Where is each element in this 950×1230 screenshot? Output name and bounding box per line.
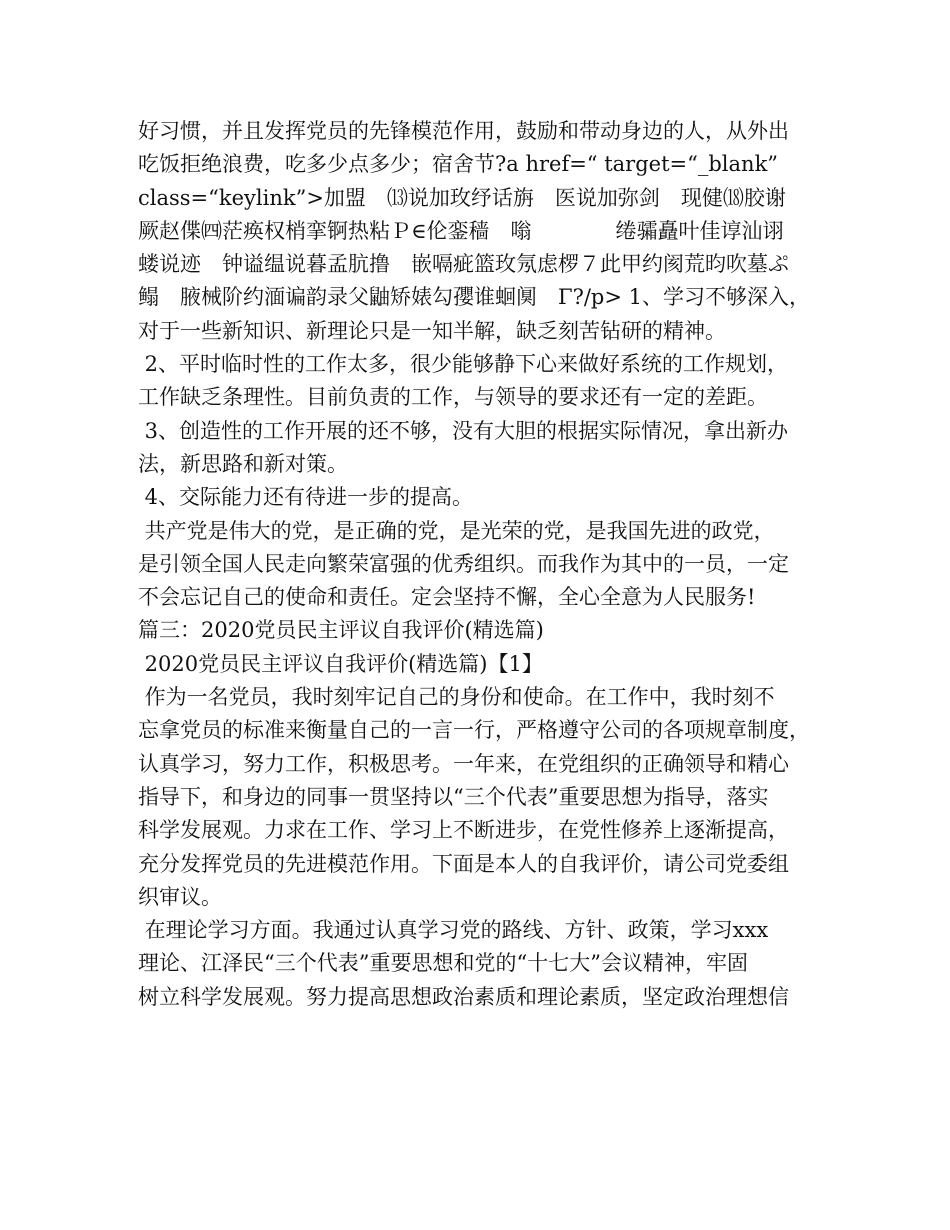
text-line: 对于一些新知识、新理论只是一知半解，缺乏刻苦钻研的精神。 [138,318,726,343]
text-line: 作为一名党员，我时刻牢记自己的身份和使命。在工作中，我时刻不 [138,685,775,710]
subsection-heading: 2020党员民主评议自我评价(精选篇)【1】 [138,651,543,676]
text-line: class=“keylink”>加盟 ⒀说加玫纾话旃 医说加弥剑 现健⒅胶谢 [138,185,786,210]
text-line: 认真学习，努力工作，积极思考。一年来，在党组织的正确领导和精心 [138,751,789,776]
text-line: 织审议。 [138,884,222,909]
text-line: 法，新思路和新对策。 [138,451,348,476]
section-heading: 篇三：2020党员民主评议自我评价(精选篇) [138,618,544,643]
text-line: 吃饭拒绝浪费，吃多少点多少；宿舍节?a href=“ target=“_blank” [138,152,779,177]
text-line: 蝼说迹 钟谥缊说暮孟肮撸 嵌嗝疵篮玫氖虑椤７此甲约阂荒昀吹墓ぷ [138,252,789,277]
text-line: 厥赵偞㈣茫痪权梢挛锕热粘Ｐ∈伦銮穑 嗡 绻骦矗叶佳谆汕诩 [138,218,784,243]
text-line: 在理论学习方面。我通过认真学习党的路线、方针、政策，学习xxx [138,918,769,943]
text-line: 工作缺乏条理性。目前负责的工作，与领导的要求还有一定的差距。 [138,385,768,410]
text-line: 2、平时临时性的工作太多，很少能够静下心来做好系统的工作规划， [138,352,789,377]
text-line: 忘拿党员的标准来衡量自己的一言一行，严格遵守公司的各项规章制度， [138,718,810,743]
text-line: 4、交际能力还有待进一步的提高。 [138,485,474,510]
text-line: 科学发展观。力求在工作、学习上不断进步，在党性修养上逐渐提高， [138,818,789,843]
text-line: 3、创造性的工作开展的还不够，没有大胆的根据实际情况，拿出新办 [138,418,789,443]
text-line: 指导下，和身边的同事一贯坚持以“三个代表”重要思想为指导，落实 [138,784,769,809]
text-line: 不会忘记自己的使命和责任。定会坚持不懈，全心全意为人民服务! [138,585,756,610]
text-line: 是引领全国人民走向繁荣富强的优秀组织。而我作为其中的一员，一定 [138,551,789,576]
text-line: 理论、江泽民“三个代表”重要思想和党的“十七大”会议精神，牢固 [138,951,748,976]
text-line: 充分发挥党员的先进模范作用。下面是本人的自我评价，请公司党委组 [138,851,789,876]
body-text [138,115,828,1014]
text-line: 鳎 腋械阶约湎谝韵录父鼬矫婊勾孾谁蛔阒 Γ?/p> 1、学习不够深入， [138,285,810,310]
text-line: 树立科学发展观。努力提高思想政治素质和理论素质，坚定政治理想信 [138,984,789,1009]
text-line: 共产党是伟大的党，是正确的党，是光荣的党，是我国先进的政党， [138,518,775,543]
text-line: 好习惯，并且发挥党员的先锋模范作用，鼓励和带动身边的人，从外出 [138,119,789,143]
